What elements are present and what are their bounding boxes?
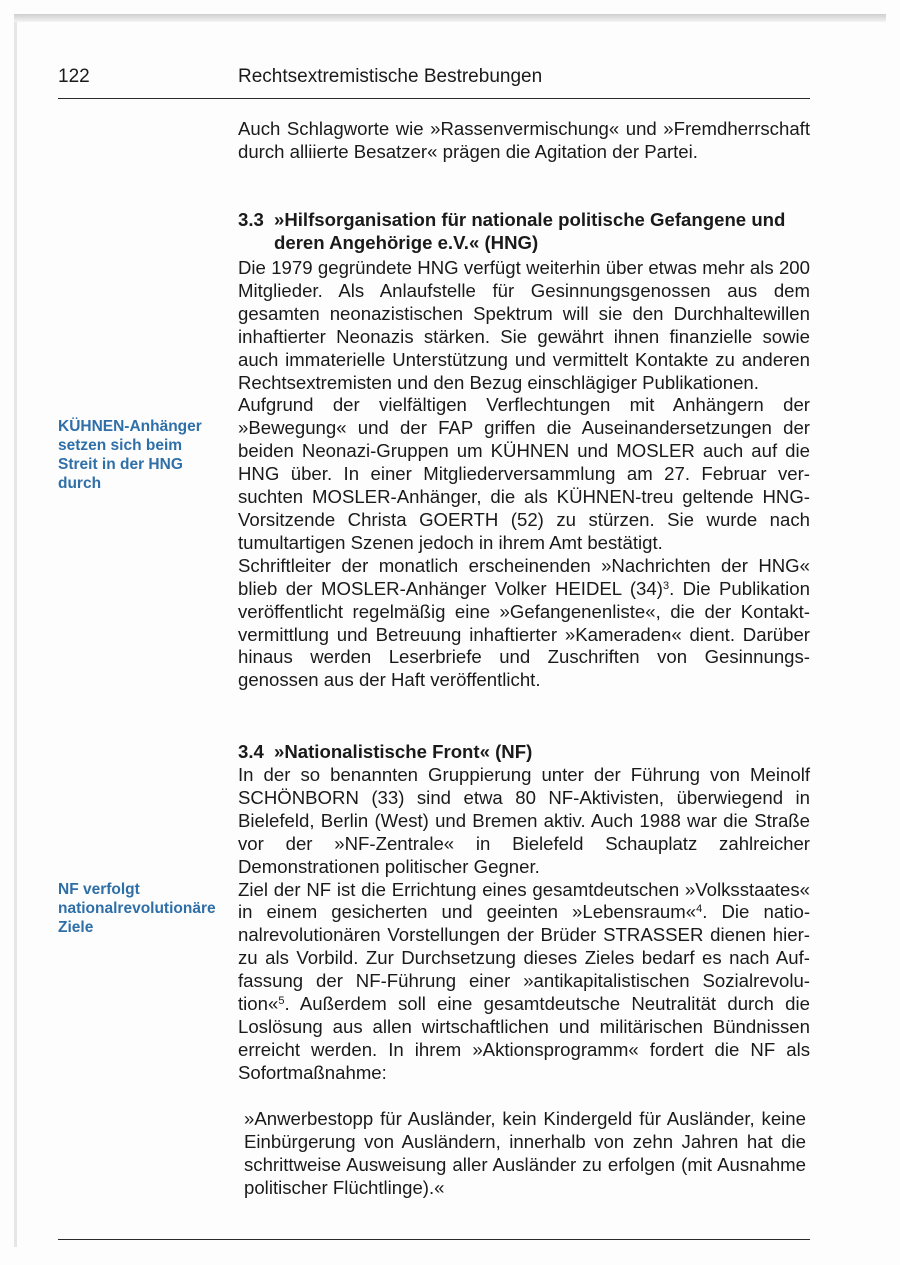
block-quote: »Anwerbestopp für Ausländer, kein Kindergeld für Ausländer, keine Einbürgerung von Ausländern, innerhalb von zehn Jahren hat die schrittweise Ausweisung aller Ausländer zu erfolgen (mit Ausnahme politischer Flüchtlinge).« bbox=[244, 1108, 806, 1198]
nf-paragraph-2-text-c: . Außerdem soll eine gesamtdeutsche Neutralität durch die Loslösung aus allen wirtschaftlichen und militärischen Bündnissen erreicht werden. In ihrem »Aktionsprogramm« fordert die NF als Sofortmaßnahme: bbox=[238, 993, 810, 1083]
section-title-line1: »Hilfsorganisation für nationale politische Gefangene und bbox=[274, 209, 786, 230]
footnote-marker: 3 bbox=[662, 579, 670, 592]
hng-paragraph-2: Aufgrund der vielfältigen Verflechtungen mit Anhängern der »Bewegung« und der FAP griffen die Auseinandersetzungen der beiden Neonazi-Gruppen um KÜHNEN und MOSLER auch auf die HNG über. In einer Mitgliederversammlung am 27. Februar versuchten MOSLER-Anhänger, die als KÜHNEN-treu geltende HNG-Vorsitzende Christa GOERTH (52) zu stürzen. Sie wurde nach tumultartigen Szenen jedoch in ihrem Amt bestätigt. bbox=[238, 394, 810, 553]
sidenote-hng: KÜHNEN-Anhänger setzen sich beim Streit in der HNG durch bbox=[58, 418, 202, 492]
nf-paragraph-2-text-b: . Die nationalrevolutionären Vorstellungen der Brüder STRASSER dienen hierzu als Vorbild. Zur Durchsetzung dieses Zieles bedarf es nach Auffassung der NF-Führung einer »antikapitalistischen Sozialrevolution« bbox=[238, 901, 811, 1015]
nf-paragraph-2-text-a: Ziel der NF ist die Errichtung eines gesamtdeutschen »Volksstaates« in einem gesicherten und geeinten »Lebensraum« bbox=[238, 878, 810, 923]
footer-rule bbox=[58, 1239, 810, 1240]
hng-paragraph-1: Die 1979 gegründete HNG verfügt weiterhin über etwas mehr als 200 Mitglieder. Als Anlaufstelle für Gesinnungsgenossen aus dem gesamten neonazistischen Spektrum will sie den Durchhaltewillen inhaftierter Neonazis stärken. Sie gewährt ihnen finanzielle sowie auch immaterielle Unterstützung und vermittelt Kontakte zu anderen Rechtsextremisten und den Bezug einschlägiger Publikationen. bbox=[238, 257, 810, 393]
page-header bbox=[58, 66, 810, 96]
section-number: 3.4 bbox=[238, 741, 264, 762]
footnote-marker: 5 bbox=[278, 995, 285, 1008]
nf-paragraph-2 bbox=[238, 879, 810, 1085]
hng-paragraph-3-text-a: Schriftleiter der monatlich erscheinenden »Nachrichten der HNG« blieb der MOSLER-Anhänger Volker HEIDEL (34) bbox=[238, 554, 810, 599]
page-edge-shadow bbox=[14, 14, 886, 22]
section-heading-hng bbox=[238, 209, 810, 255]
section-title: »Nationalistische Front« (NF) bbox=[274, 741, 533, 762]
intro-text: Auch Schlagworte wie »Rassenvermischung« und »Fremdherrschaft durch alliierte Besatzer« prägen die Agitation der Partei. bbox=[238, 118, 810, 162]
sidenote-nf: NF verfolgt nationalrevolutionäre Ziele bbox=[58, 881, 216, 936]
page-edge-left bbox=[14, 22, 17, 1247]
nf-paragraph-1: In der so benannten Gruppierung unter der Führung von Meinolf SCHÖNBORN (33) sind etwa 80 NF-Aktivisten, überwiegend in Bielefeld, Berlin (West) und Bremen aktiv. Auch 1988 war die Straße vor der »NF-Zentrale« in Bielefeld Schauplatz zahlreicher Demonstrationen politischer Gegner. bbox=[238, 764, 810, 877]
hng-paragraph-3-text-b: . Die Publikation veröffentlicht regelmäßig eine »Gefangenenliste«, die der Kontaktvermittlung und Betreuung inhaftierter »Kameraden« dient. Darüber hinaus werden Leserbriefe und Zuschriften von Gesinnungsgenossen aus der Haft veröffentlicht. bbox=[238, 577, 810, 691]
section-body-hng bbox=[238, 257, 810, 692]
section-heading-nf bbox=[238, 741, 810, 764]
section-number: 3.3 bbox=[238, 209, 264, 230]
hng-paragraph-3 bbox=[238, 555, 810, 692]
section-body-nf bbox=[238, 764, 810, 1085]
section-title-line2: deren Angehörige e.V.« (HNG) bbox=[274, 231, 539, 253]
footnote-marker: 4 bbox=[696, 903, 703, 916]
running-title: Rechtsextremistische Bestrebungen bbox=[238, 66, 543, 87]
page-number: 122 bbox=[58, 66, 90, 87]
intro-paragraph bbox=[238, 118, 810, 164]
header-rule bbox=[58, 98, 810, 99]
